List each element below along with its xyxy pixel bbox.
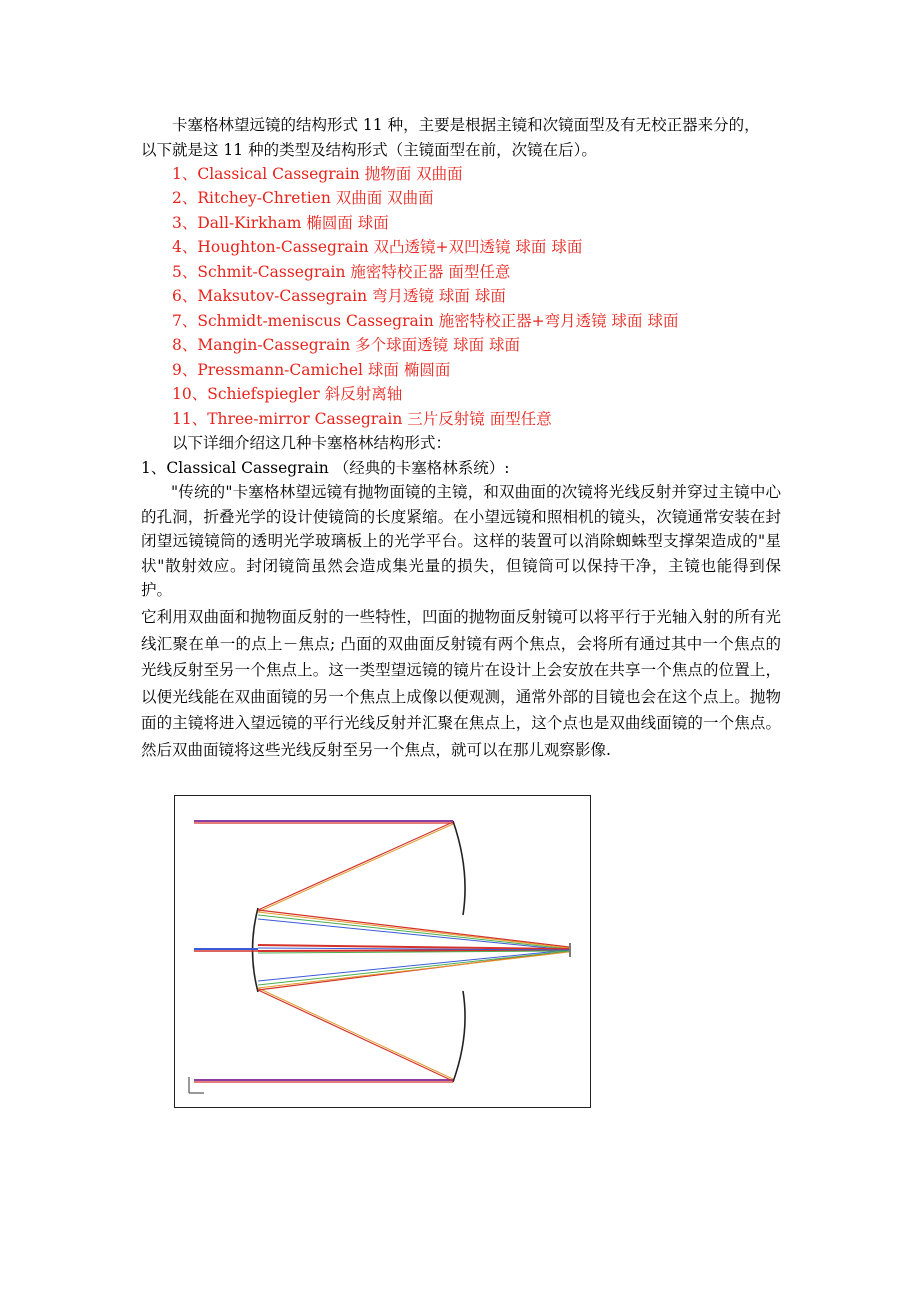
cassegrain-ray-diagram [174, 795, 591, 1108]
type-item-8: 8、Mangin-Cassegrain 多个球面透镜 球面 球面 [172, 336, 521, 354]
type-item-9: 9、Pressmann-Camichel 球面 椭圆面 [172, 361, 451, 379]
type-item-3: 3、Dall-Kirkham 椭圆面 球面 [172, 214, 389, 232]
type-item-11: 11、Three-mirror Cassegrain 三片反射镜 面型任意 [172, 410, 552, 428]
type-item-1: 1、Classical Cassegrain 抛物面 双曲面 [172, 165, 463, 183]
type-item-2: 2、Ritchey-Chretien 双曲面 双曲面 [172, 189, 434, 207]
paragraph-classical-description: "传统的"卡塞格林望远镜有抛物面镜的主镜，和双曲面的次镜将光线反射并穿过主镜中心的孔洞，折叠光学的设计使镜筒的长度紧缩。在小望远镜和照相机的镜头，次镜通常安装在封闭望远镜镜筒的透明光学玻璃板上的光学平台。这样的装置可以消除蜘蛛型支撑架造成的"星状"散射效应。封闭镜筒虽然会造成集光量的损失，但镜筒可以保持干净，主镜也能得到保护。 [141, 483, 781, 600]
type-item-7: 7、Schmidt-meniscus Cassegrain 施密特校正器+弯月透镜 球面 球面 [172, 312, 679, 330]
detail-intro: 以下详细介绍这几种卡塞格林结构形式： [172, 434, 452, 452]
paragraph-optics-explanation: 它利用双曲面和抛物面反射的一些特性，凹面的抛物面反射镜可以将平行于光轴入射的所有光线汇聚在单一的点上－焦点; 凸面的双曲面反射镜有两个焦点，会将所有通过其中一个焦点的光线反射至另一个焦点上。这一类型望远镜的镜片在设计上会安放在共享一个焦点的位置上，以便光线能在双曲面镜的另一个焦点上成像以便观测，通常外部的目镜也会在这个点上。抛物面的主镜将进入望远镜的平行光线反射并汇聚在焦点上，这个点也是双曲线面镜的一个焦点。然后双曲面镜将这些光线反射至另一个焦点，就可以在那儿观察影像. [141, 608, 781, 759]
type-item-5: 5、Schmit-Cassegrain 施密特校正器 面型任意 [172, 263, 511, 281]
type-item-4: 4、Houghton-Cassegrain 双凸透镜+双凹透镜 球面 球面 [172, 238, 583, 256]
section-heading: 1、Classical Cassegrain （经典的卡塞格林系统）: [141, 459, 510, 477]
intro-line-1: 卡塞格林望远镜的结构形式 11 种，主要是根据主镜和次镜面型及有无校正器来分的， [172, 116, 760, 134]
intro-line-2: 以下就是这 11 种的类型及结构形式（主镜面型在前，次镜在后）。 [141, 141, 597, 159]
type-item-6: 6、Maksutov-Cassegrain 弯月透镜 球面 球面 [172, 287, 506, 305]
type-item-10: 10、Schiefspiegler 斜反射离轴 [172, 385, 403, 403]
